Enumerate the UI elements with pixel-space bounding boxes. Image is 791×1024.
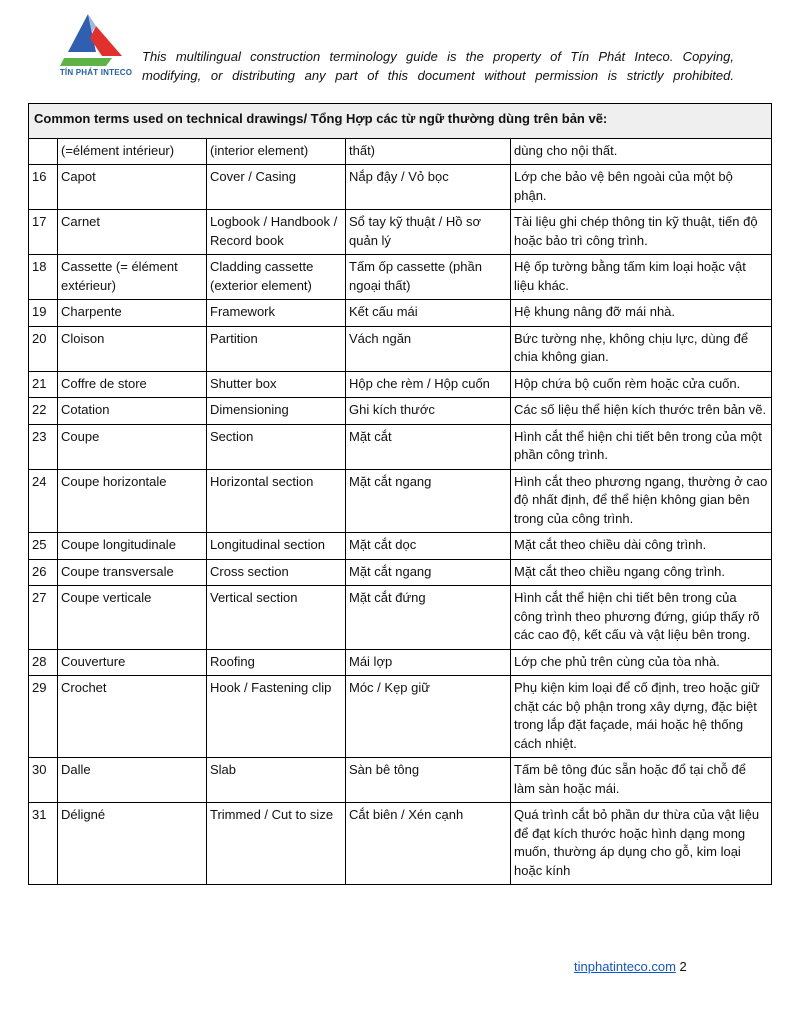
table-row xyxy=(29,300,772,327)
term-number: 28 xyxy=(29,649,58,676)
term-english: Framework xyxy=(207,300,346,327)
term-english: Slab xyxy=(207,758,346,803)
term-number: 22 xyxy=(29,398,58,425)
term-description: Mặt cắt theo chiều ngang công trình. xyxy=(511,559,772,586)
table-row xyxy=(29,210,772,255)
term-description: Lớp che bảo vệ bên ngoài của một bộ phận. xyxy=(511,165,772,210)
term-vietnamese: Mái lợp xyxy=(346,649,511,676)
term-french: Coffre de store xyxy=(58,371,207,398)
table-row xyxy=(29,676,772,758)
term-french: Coupe horizontale xyxy=(58,469,207,533)
table-row xyxy=(29,398,772,425)
term-french: (=élément intérieur) xyxy=(58,138,207,165)
term-description: Quá trình cắt bỏ phần dư thừa của vật liệu để đạt kích thước hoặc hình dạng mong muốn, thường áp dụng cho gỗ, kim loại hoặc kính xyxy=(511,803,772,885)
term-english: Longitudinal section xyxy=(207,533,346,560)
term-vietnamese: Mặt cắt xyxy=(346,424,511,469)
term-english: Section xyxy=(207,424,346,469)
term-english: Vertical section xyxy=(207,586,346,650)
term-english: Hook / Fastening clip xyxy=(207,676,346,758)
company-logo xyxy=(56,12,136,82)
term-number: 24 xyxy=(29,469,58,533)
table-row xyxy=(29,533,772,560)
table-title: Common terms used on technical drawings/ Tổng Hợp các từ ngữ thường dùng trên bản vẽ: xyxy=(29,104,772,139)
term-number: 31 xyxy=(29,803,58,885)
term-vietnamese: thất) xyxy=(346,138,511,165)
term-vietnamese: Sàn bê tông xyxy=(346,758,511,803)
term-number: 17 xyxy=(29,210,58,255)
table-row xyxy=(29,138,772,165)
table-row xyxy=(29,649,772,676)
term-vietnamese: Sổ tay kỹ thuật / Hồ sơ quản lý xyxy=(346,210,511,255)
term-number: 25 xyxy=(29,533,58,560)
term-vietnamese: Cắt biên / Xén cạnh xyxy=(346,803,511,885)
term-number: 23 xyxy=(29,424,58,469)
term-vietnamese: Hộp che rèm / Hộp cuốn xyxy=(346,371,511,398)
term-vietnamese: Mặt cắt ngang xyxy=(346,469,511,533)
notice-line-1: This multilingual construction terminology guide is the property of Tín Phát Inteco. Copying, xyxy=(142,49,734,64)
table-row xyxy=(29,165,772,210)
table-row xyxy=(29,559,772,586)
term-description: Các số liệu thể hiện kích thước trên bản vẽ. xyxy=(511,398,772,425)
term-french: Coupe xyxy=(58,424,207,469)
term-english: Dimensioning xyxy=(207,398,346,425)
website-link[interactable]: tinphatinteco.com xyxy=(574,959,676,974)
copyright-notice xyxy=(142,47,734,85)
term-english: (interior element) xyxy=(207,138,346,165)
term-french: Cotation xyxy=(58,398,207,425)
term-english: Cladding cassette (exterior element) xyxy=(207,255,346,300)
term-number: 19 xyxy=(29,300,58,327)
term-number: 20 xyxy=(29,326,58,371)
table-row xyxy=(29,586,772,650)
term-description: Bức tường nhẹ, không chịu lực, dùng để chia không gian. xyxy=(511,326,772,371)
term-number xyxy=(29,138,58,165)
term-description: Lớp che phủ trên cùng của tòa nhà. xyxy=(511,649,772,676)
term-french: Carnet xyxy=(58,210,207,255)
term-english: Trimmed / Cut to size xyxy=(207,803,346,885)
table-row xyxy=(29,326,772,371)
table-row xyxy=(29,424,772,469)
term-vietnamese: Móc / Kẹp giữ xyxy=(346,676,511,758)
term-description: Tài liệu ghi chép thông tin kỹ thuật, tiến độ hoặc bảo trì công trình. xyxy=(511,210,772,255)
term-number: 21 xyxy=(29,371,58,398)
notice-line-2: modifying, or distributing any part of this document without permission is strictly prohibited. xyxy=(142,68,734,83)
term-description: Hình cắt theo phương ngang, thường ở cao độ nhất định, để thể hiện không gian bên trong của công trình. xyxy=(511,469,772,533)
term-french: Crochet xyxy=(58,676,207,758)
term-english: Cross section xyxy=(207,559,346,586)
term-english: Shutter box xyxy=(207,371,346,398)
logo-triangle-icon xyxy=(56,12,136,70)
term-french: Coupe transversale xyxy=(58,559,207,586)
term-vietnamese: Tấm ốp cassette (phần ngoại thất) xyxy=(346,255,511,300)
term-french: Dalle xyxy=(58,758,207,803)
term-vietnamese: Nắp đậy / Vỏ bọc xyxy=(346,165,511,210)
term-vietnamese: Mặt cắt ngang xyxy=(346,559,511,586)
term-french: Coupe verticale xyxy=(58,586,207,650)
term-number: 16 xyxy=(29,165,58,210)
term-french: Couverture xyxy=(58,649,207,676)
table-row xyxy=(29,371,772,398)
term-french: Charpente xyxy=(58,300,207,327)
term-english: Logbook / Handbook / Record book xyxy=(207,210,346,255)
term-description: Mặt cắt theo chiều dài công trình. xyxy=(511,533,772,560)
logo-text: TÍN PHÁT INTECO xyxy=(59,68,133,77)
term-french: Cassette (= élément extérieur) xyxy=(58,255,207,300)
term-description: Hình cắt thể hiện chi tiết bên trong của một phần công trình. xyxy=(511,424,772,469)
term-english: Roofing xyxy=(207,649,346,676)
term-description: Hệ ốp tường bằng tấm kim loại hoặc vật liệu khác. xyxy=(511,255,772,300)
term-english: Cover / Casing xyxy=(207,165,346,210)
term-vietnamese: Mặt cắt đứng xyxy=(346,586,511,650)
term-description: Tấm bê tông đúc sẵn hoặc đổ tại chỗ để làm sàn hoặc mái. xyxy=(511,758,772,803)
page-number: 2 xyxy=(679,959,687,974)
term-vietnamese: Kết cấu mái xyxy=(346,300,511,327)
term-french: Déligné xyxy=(58,803,207,885)
table-row xyxy=(29,758,772,803)
term-vietnamese: Mặt cắt dọc xyxy=(346,533,511,560)
term-english: Horizontal section xyxy=(207,469,346,533)
term-number: 27 xyxy=(29,586,58,650)
term-french: Capot xyxy=(58,165,207,210)
term-description: Hệ khung nâng đỡ mái nhà. xyxy=(511,300,772,327)
term-description: Hộp chứa bộ cuốn rèm hoặc cửa cuốn. xyxy=(511,371,772,398)
term-number: 18 xyxy=(29,255,58,300)
term-french: Coupe longitudinale xyxy=(58,533,207,560)
term-description: Hình cắt thể hiện chi tiết bên trong của công trình theo phương đứng, giúp thấy rõ các cao độ, kết cấu và vật liệu bên trong. xyxy=(511,586,772,650)
table-row xyxy=(29,469,772,533)
term-english: Partition xyxy=(207,326,346,371)
term-vietnamese: Vách ngăn xyxy=(346,326,511,371)
table-title-row xyxy=(29,104,772,139)
table-row xyxy=(29,255,772,300)
table-row xyxy=(29,803,772,885)
term-vietnamese: Ghi kích thước xyxy=(346,398,511,425)
term-number: 30 xyxy=(29,758,58,803)
terminology-table xyxy=(28,103,772,885)
page-footer xyxy=(574,959,687,974)
term-description: Phụ kiện kim loại để cố định, treo hoặc giữ chặt các bộ phận trong xây dựng, đặc biệt trong lắp đặt façade, mái hoặc hệ thống cách nhiệt. xyxy=(511,676,772,758)
term-number: 29 xyxy=(29,676,58,758)
term-number: 26 xyxy=(29,559,58,586)
term-description: dùng cho nội thất. xyxy=(511,138,772,165)
term-french: Cloison xyxy=(58,326,207,371)
